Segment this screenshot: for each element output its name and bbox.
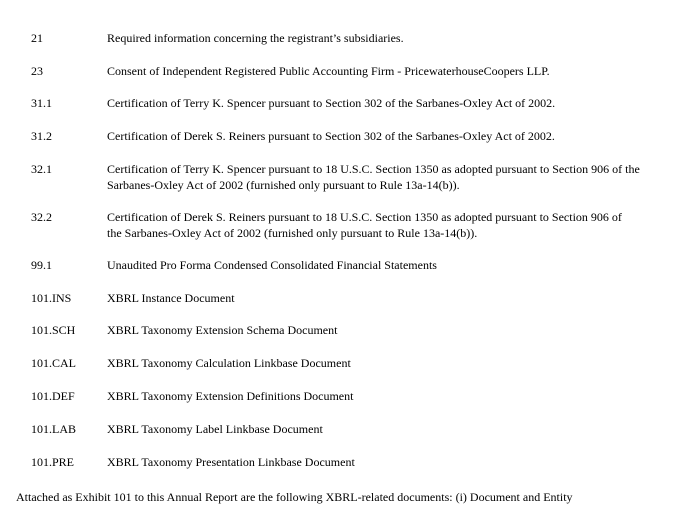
exhibit-description: Certification of Terry K. Spencer pursuant to Section 302 of the Sarbanes-Oxley Act of 2002. bbox=[107, 96, 556, 110]
exhibit-number: 99.1 bbox=[31, 258, 52, 272]
exhibit-description: Required information concerning the registrant’s subsidiaries. bbox=[107, 31, 404, 45]
exhibit-number: 101.CAL bbox=[31, 356, 76, 370]
exhibit-number: 101.INS bbox=[31, 291, 72, 305]
exhibit-description: Certification of Derek S. Reiners pursuant to Section 302 of the Sarbanes-Oxley Act of 2002. bbox=[107, 129, 555, 143]
exhibit-number: 101.LAB bbox=[31, 422, 76, 436]
exhibit-number: 23 bbox=[31, 64, 43, 78]
exhibit-number: 31.1 bbox=[31, 96, 52, 110]
exhibit-description: XBRL Taxonomy Label Linkbase Document bbox=[107, 422, 323, 436]
exhibit-description: Certification of Derek S. Reiners pursuant to 18 U.S.C. Section 1350 as adopted pursuant to Section 906 of the Sarbanes-Oxley Act of 2002 (furnished only pursuant to Rule 13a-14(b)). bbox=[107, 210, 622, 240]
exhibit-description: XBRL Taxonomy Calculation Linkbase Document bbox=[107, 356, 351, 370]
exhibit-number: 101.SCH bbox=[31, 323, 76, 337]
exhibit-description: XBRL Taxonomy Extension Schema Document bbox=[107, 323, 338, 337]
exhibit-number: 32.2 bbox=[31, 210, 52, 224]
exhibit-number: 21 bbox=[31, 31, 43, 45]
exhibit-description: XBRL Taxonomy Presentation Linkbase Document bbox=[107, 455, 355, 469]
exhibit-description: XBRL Taxonomy Extension Definitions Document bbox=[107, 389, 354, 403]
exhibit-number: 32.1 bbox=[31, 162, 52, 176]
exhibit-description: Consent of Independent Registered Public Accounting Firm - PricewaterhouseCoopers LLP. bbox=[107, 64, 550, 78]
exhibit-description: Certification of Terry K. Spencer pursuant to 18 U.S.C. Section 1350 as adopted pursuant to Section 906 of the Sarbanes-Oxley Act of 2002 (furnished only pursuant to Rule 13a-14(b)). bbox=[107, 162, 640, 192]
exhibit-description: XBRL Instance Document bbox=[107, 291, 235, 305]
exhibit-number: 101.PRE bbox=[31, 455, 75, 469]
exhibit-number: 31.2 bbox=[31, 129, 52, 143]
exhibit-description: Unaudited Pro Forma Condensed Consolidated Financial Statements bbox=[107, 258, 437, 272]
exhibit-number: 101.DEF bbox=[31, 389, 75, 403]
xbrl-attachment-paragraph: Attached as Exhibit 101 to this Annual Report are the following XBRL-related documents: (i) Document and Entity bbox=[16, 490, 573, 504]
